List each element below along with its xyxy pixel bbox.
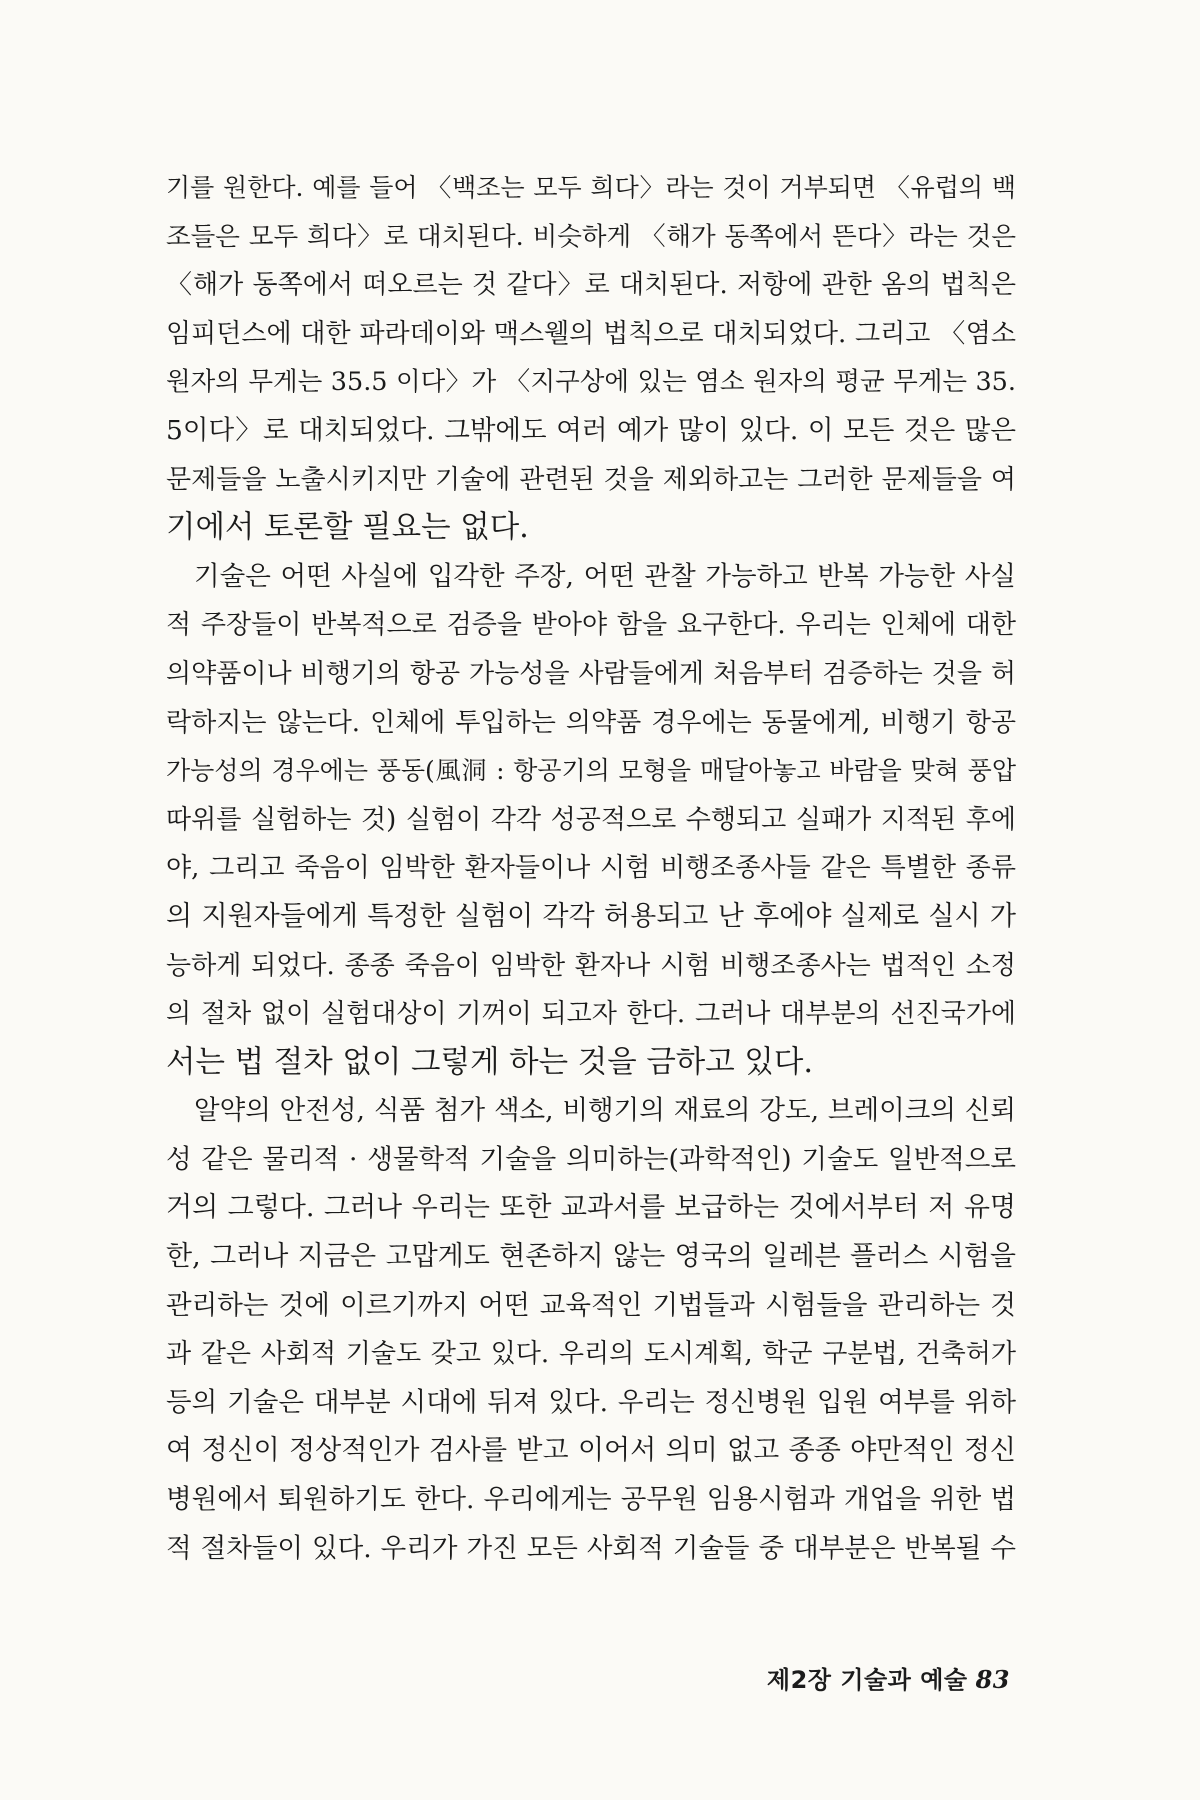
text-line: 등의 기술은 대부분 시대에 뒤져 있다. 우리는 정신병원 입원 여부를 위하 <box>166 1386 1016 1418</box>
text-line: 의 절차 없이 실험대상이 기꺼이 되고자 한다. 그러나 대부분의 선진국가에 <box>166 999 1016 1030</box>
text-line: 5이다〉로 대치되었다. 그밖에도 여러 예가 많이 있다. 이 모든 것은 많은 <box>166 414 1016 446</box>
paragraph-start-line: 기술은 어떤 사실에 입각한 주장, 어떤 관찰 가능하고 반복 가능한 사실 <box>194 560 1016 592</box>
text-line: 관리하는 것에 이르기까지 어떤 교육적인 기법들과 시험들을 관리하는 것 <box>166 1289 1016 1321</box>
text-line: 여 정신이 정상적인가 검사를 받고 이어서 의미 없고 종종 야만적인 정신 <box>166 1435 1016 1467</box>
text-line: 락하지는 않는다. 인체에 투입하는 의약품 경우에는 동물에게, 비행기 항공 <box>166 707 1016 738</box>
text-line: 거의 그렇다. 그러나 우리는 또한 교과서를 보급하는 것에서부터 저 유명 <box>166 1192 1016 1224</box>
text-line: 기에서 토론할 필요는 없다. <box>166 510 529 546</box>
text-line: 한, 그러나 지금은 고맙게도 현존하지 않는 영국의 일레븐 플러스 시험을 <box>166 1241 1016 1273</box>
chapter-title: 제2장 기술과 예술 <box>766 1666 968 1694</box>
text-line: 조들은 모두 희다〉로 대치된다. 비슷하게 〈해가 동쪽에서 뜬다〉라는 것은 <box>166 221 1016 252</box>
paragraph-start-line: 알약의 안전성, 식품 첨가 색소, 비행기의 재료의 강도, 브레이크의 신뢰 <box>194 1095 1016 1127</box>
text-line: 따위를 실험하는 것) 실험이 각각 성공적으로 수행되고 실패가 지적된 후에 <box>166 804 1016 835</box>
text-line: 과 같은 사회적 기술도 갖고 있다. 우리의 도시계획, 학군 구분법, 건축허가 <box>166 1339 1016 1370</box>
body-text <box>166 164 1016 1573</box>
text-line: 적 절차들이 있다. 우리가 가진 모든 사회적 기술들 중 대부분은 반복될 수 <box>166 1532 1016 1564</box>
text-line: 의약품이나 비행기의 항공 가능성을 사람들에게 처음부터 검증하는 것을 허 <box>166 658 1016 689</box>
text-line: 기를 원한다. 예를 들어 〈백조는 모두 희다〉라는 것이 거부되면 〈유럽의 백 <box>166 173 1016 202</box>
page-number: 83 <box>975 1665 1010 1694</box>
text-line: 문제들을 노출시키지만 기술에 관련된 것을 제외하고는 그러한 문제들을 여 <box>166 464 1016 495</box>
text-line: 서는 법 절차 없이 그렇게 하는 것을 금하고 있다. <box>166 1044 814 1080</box>
page-footer <box>767 1660 1010 1695</box>
text-line: 가능성의 경우에는 풍동(風洞 : 항공기의 모형을 매달아놓고 바람을 맞혀 풍압 <box>166 756 1016 786</box>
text-line: 적 주장들이 반복적으로 검증을 받아야 함을 요구한다. 우리는 인체에 대한 <box>166 610 1016 641</box>
text-line: 원자의 무게는 35.5 이다〉가 〈지구상에 있는 염소 원자의 평균 무게는 35. <box>166 367 1016 398</box>
text-line: 〈해가 동쪽에서 떠오르는 것 같다〉로 대치된다. 저항에 관한 옴의 법칙은 <box>166 270 1016 301</box>
text-line: 임피던스에 대한 파라데이와 맥스웰의 법칙으로 대치되었다. 그리고 〈염소 <box>166 318 1016 349</box>
text-line: 병원에서 퇴원하기도 한다. 우리에게는 공무원 임용시험과 개업을 위한 법 <box>166 1484 1016 1516</box>
text-line: 의 지원자들에게 특정한 실험이 각각 허용되고 난 후에야 실제로 실시 가 <box>166 900 1016 932</box>
text-line: 야, 그리고 죽음이 임박한 환자들이나 시험 비행조종사들 같은 특별한 종류 <box>166 853 1016 884</box>
text-line: 능하게 되었다. 종종 죽음이 임박한 환자나 시험 비행조종사는 법적인 소정 <box>166 950 1016 981</box>
text-line: 성 같은 물리적 · 생물학적 기술을 의미하는(과학적인) 기술도 일반적으로 <box>166 1143 1016 1175</box>
